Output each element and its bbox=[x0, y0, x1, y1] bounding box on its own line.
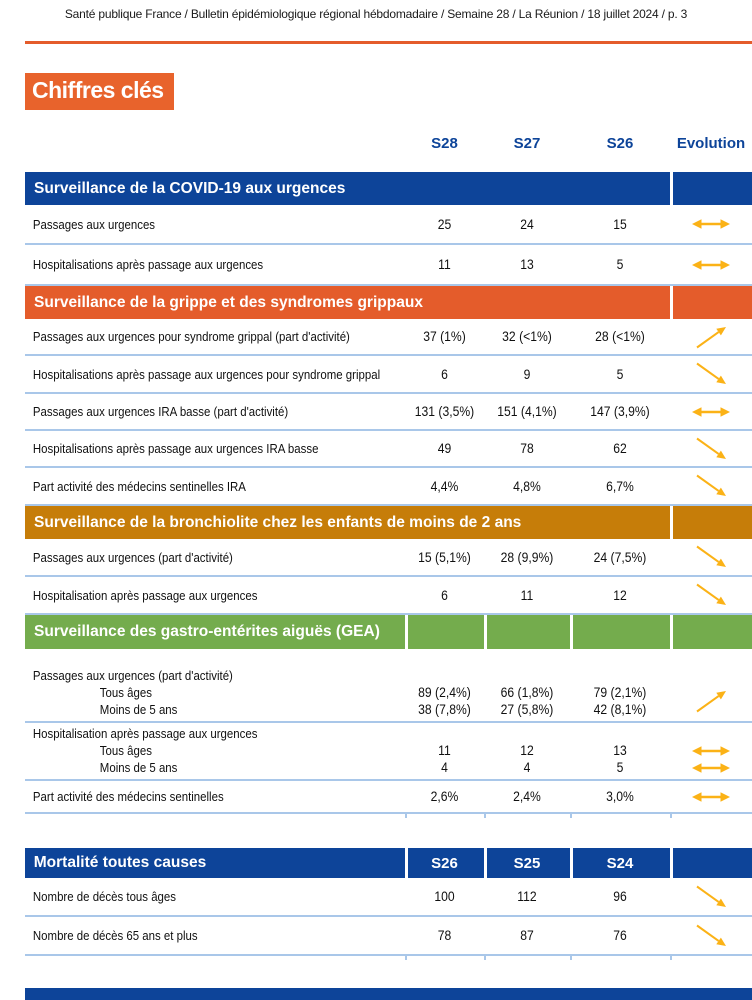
row-sublabel: Moins de 5 ans bbox=[99, 760, 178, 775]
cell-value: 6,7% bbox=[606, 478, 634, 494]
tick-mark bbox=[670, 956, 672, 960]
table-row bbox=[25, 539, 752, 577]
tick-mark bbox=[570, 814, 572, 818]
cell-value: 24 bbox=[520, 216, 534, 232]
trend-cell bbox=[670, 473, 752, 499]
table-row bbox=[25, 468, 752, 506]
spacer bbox=[25, 649, 752, 665]
table-group bbox=[25, 665, 752, 723]
mortality-column-header-s25: S25 bbox=[513, 854, 541, 872]
cell-value: 5 bbox=[616, 760, 624, 775]
band-separator bbox=[405, 615, 408, 649]
cell-value: 37 (1%) bbox=[423, 329, 466, 344]
cell-value: 15 bbox=[613, 216, 627, 232]
trend-stable-icon bbox=[692, 258, 730, 272]
cell-value: 4,8% bbox=[513, 478, 541, 494]
band-separator bbox=[670, 615, 673, 649]
trend-cell bbox=[670, 324, 752, 350]
table-row bbox=[25, 245, 752, 286]
trend-cell bbox=[670, 688, 752, 714]
section-title: Surveillance de la bronchiolite chez les enfants de moins de 2 ans bbox=[34, 513, 522, 531]
section-header-bronchiolite bbox=[25, 506, 752, 539]
tick-mark bbox=[484, 814, 486, 818]
cell-value: 24 (7,5%) bbox=[593, 549, 647, 565]
table-row bbox=[25, 781, 752, 814]
cell-value: 62 bbox=[613, 441, 627, 456]
column-header-s28: S28 bbox=[431, 134, 458, 152]
trend-down-icon bbox=[694, 884, 728, 910]
row-sublabel: Moins de 5 ans bbox=[99, 702, 178, 717]
cell-value: 96 bbox=[613, 889, 627, 904]
trend-cell bbox=[670, 361, 752, 387]
trend-cell bbox=[670, 923, 752, 949]
cell-value: 11 bbox=[438, 743, 451, 758]
trend-cell bbox=[670, 884, 752, 910]
cell-value: 12 bbox=[520, 743, 534, 758]
band-separator bbox=[405, 848, 408, 878]
cell-value: 6 bbox=[441, 587, 448, 603]
cell-value: 4 bbox=[441, 760, 448, 775]
column-header-s26: S26 bbox=[606, 134, 634, 152]
trend-cell bbox=[670, 258, 752, 272]
trend-cell bbox=[670, 582, 752, 608]
trend-cell bbox=[670, 436, 752, 462]
trend-stable-icon bbox=[692, 217, 730, 231]
cell-value: 13 bbox=[613, 743, 627, 758]
cell-value: 76 bbox=[613, 928, 627, 943]
band-separator bbox=[670, 506, 673, 539]
section-title: Surveillance de la COVID-19 aux urgences bbox=[34, 179, 346, 197]
row-label: Hospitalisations après passage aux urgences IRA basse bbox=[32, 441, 319, 456]
section-title: Surveillance de la grippe et des syndromes grippaux bbox=[34, 293, 424, 311]
trend-up-icon bbox=[694, 688, 728, 714]
row-sublabel: Tous âges bbox=[99, 743, 152, 758]
row-label: Hospitalisation après passage aux urgences bbox=[32, 726, 258, 741]
cell-value: 4,4% bbox=[430, 478, 459, 494]
row-sublabel: Tous âges bbox=[99, 685, 152, 700]
row-label: Nombre de décès tous âges bbox=[32, 889, 177, 904]
cell-value: 11 bbox=[520, 587, 534, 603]
band-separator bbox=[670, 848, 673, 878]
mortality-column-header-s24: S24 bbox=[606, 854, 634, 872]
cell-value: 2,4% bbox=[513, 789, 541, 804]
row-label: Nombre de décès 65 ans et plus bbox=[32, 928, 198, 943]
trend-cell bbox=[670, 544, 752, 570]
page-title: Chiffres clés bbox=[25, 73, 174, 110]
tick-mark bbox=[570, 956, 572, 960]
mortality-header bbox=[25, 848, 752, 878]
trend-down-icon bbox=[694, 361, 728, 387]
cell-value: 15 (5,1%) bbox=[418, 549, 471, 565]
table-group bbox=[25, 723, 752, 781]
page-header: Santé publique France / Bulletin épidémiologique régional hébdomadaire / Semaine 28 / La Réunion / 18 juillet 2024 / p. 3 bbox=[64, 7, 688, 21]
trend-cell bbox=[670, 790, 752, 804]
column-header-evolution: Evolution bbox=[676, 134, 746, 152]
section-header-grippe bbox=[25, 286, 752, 319]
table-row bbox=[25, 394, 752, 431]
table-row bbox=[25, 878, 752, 917]
trend-down-icon bbox=[694, 923, 728, 949]
section-header-covid bbox=[25, 172, 752, 205]
cell-value: 79 (2,1%) bbox=[593, 685, 647, 700]
column-header-s27: S27 bbox=[513, 134, 541, 152]
trend-cell bbox=[670, 761, 752, 775]
row-label: Hospitalisation après passage aux urgences bbox=[32, 587, 258, 603]
cell-value: 27 (5,8%) bbox=[500, 702, 554, 717]
cell-value: 89 (2,4%) bbox=[418, 685, 471, 700]
trend-cell bbox=[670, 744, 752, 758]
table-row bbox=[25, 319, 752, 356]
row-label: Passages aux urgences (part d'activité) bbox=[32, 668, 233, 683]
trend-up-icon bbox=[694, 324, 728, 350]
band-separator bbox=[670, 172, 673, 205]
row-label: Passages aux urgences pour syndrome grippal (part d'activité) bbox=[32, 329, 350, 344]
surveillance-table bbox=[25, 172, 752, 819]
trend-down-icon bbox=[694, 582, 728, 608]
column-headers bbox=[25, 133, 752, 153]
row-label: Hospitalisations après passage aux urgences pour syndrome grippal bbox=[32, 366, 381, 382]
cell-value: 49 bbox=[437, 441, 452, 456]
tick-mark bbox=[670, 814, 672, 818]
row-label: Part activité des médecins sentinelles IRA bbox=[32, 478, 246, 494]
table-row bbox=[25, 431, 752, 468]
cell-value: 11 bbox=[438, 257, 451, 272]
cell-value: 147 (3,9%) bbox=[590, 404, 650, 419]
mortality-table bbox=[25, 848, 752, 961]
header-divider bbox=[25, 41, 752, 44]
cell-value: 42 (8,1%) bbox=[593, 702, 647, 717]
cell-value: 38 (7,8%) bbox=[418, 702, 471, 717]
band-separator bbox=[484, 615, 487, 649]
table-row bbox=[25, 917, 752, 956]
cell-value: 78 bbox=[437, 928, 452, 943]
tick-mark bbox=[405, 956, 407, 960]
trend-stable-icon bbox=[692, 790, 730, 804]
cell-value: 3,0% bbox=[606, 789, 634, 804]
trend-down-icon bbox=[694, 436, 728, 462]
row-label: Passages aux urgences IRA basse (part d'activité) bbox=[32, 404, 289, 419]
band-separator bbox=[484, 848, 487, 878]
separator-ticks bbox=[25, 814, 752, 819]
cell-value: 5 bbox=[616, 257, 624, 272]
cell-value: 5 bbox=[616, 366, 624, 382]
tick-mark bbox=[484, 956, 486, 960]
section-title: Mortalité toutes causes bbox=[33, 854, 207, 871]
cell-value: 32 (<1%) bbox=[502, 329, 552, 344]
section-title: Surveillance des gastro-entérites aiguës (GEA) bbox=[34, 623, 380, 640]
table-row bbox=[25, 577, 752, 615]
cell-value: 100 bbox=[434, 889, 455, 904]
trend-cell bbox=[670, 405, 752, 419]
cell-value: 151 (4,1%) bbox=[497, 404, 557, 419]
row-label: Hospitalisations après passage aux urgences bbox=[32, 257, 264, 272]
cell-value: 6 bbox=[441, 366, 448, 382]
row-label: Passages aux urgences bbox=[32, 216, 156, 232]
cell-value: 2,6% bbox=[430, 789, 459, 804]
trend-down-icon bbox=[694, 473, 728, 499]
cell-value: 28 (9,9%) bbox=[500, 549, 554, 565]
cell-value: 25 bbox=[437, 216, 452, 232]
table-row bbox=[25, 356, 752, 394]
trend-down-icon bbox=[694, 544, 728, 570]
section-header-gea bbox=[25, 615, 752, 649]
trend-cell bbox=[670, 217, 752, 231]
band-separator bbox=[570, 848, 573, 878]
cell-value: 87 bbox=[520, 928, 534, 943]
row-label: Part activité des médecins sentinelles bbox=[32, 789, 224, 804]
band-separator bbox=[570, 615, 573, 649]
cell-value: 4 bbox=[523, 760, 531, 775]
tick-mark bbox=[405, 814, 407, 818]
cell-value: 12 bbox=[613, 587, 627, 603]
row-label: Passages aux urgences (part d'activité) bbox=[32, 549, 233, 565]
cell-value: 28 (<1%) bbox=[595, 329, 645, 344]
cell-value: 131 (3,5%) bbox=[414, 404, 475, 419]
table-row bbox=[25, 205, 752, 245]
trend-stable-icon bbox=[692, 744, 730, 758]
bottom-band bbox=[25, 988, 752, 1000]
cell-value: 9 bbox=[523, 366, 531, 382]
cell-value: 112 bbox=[517, 889, 537, 904]
cell-value: 66 (1,8%) bbox=[500, 685, 554, 700]
separator-ticks bbox=[25, 956, 752, 961]
cell-value: 13 bbox=[520, 257, 534, 272]
cell-value: 78 bbox=[520, 441, 534, 456]
trend-stable-icon bbox=[692, 761, 730, 775]
band-separator bbox=[670, 286, 673, 319]
mortality-column-header-s26: S26 bbox=[431, 854, 458, 872]
trend-stable-icon bbox=[692, 405, 730, 419]
